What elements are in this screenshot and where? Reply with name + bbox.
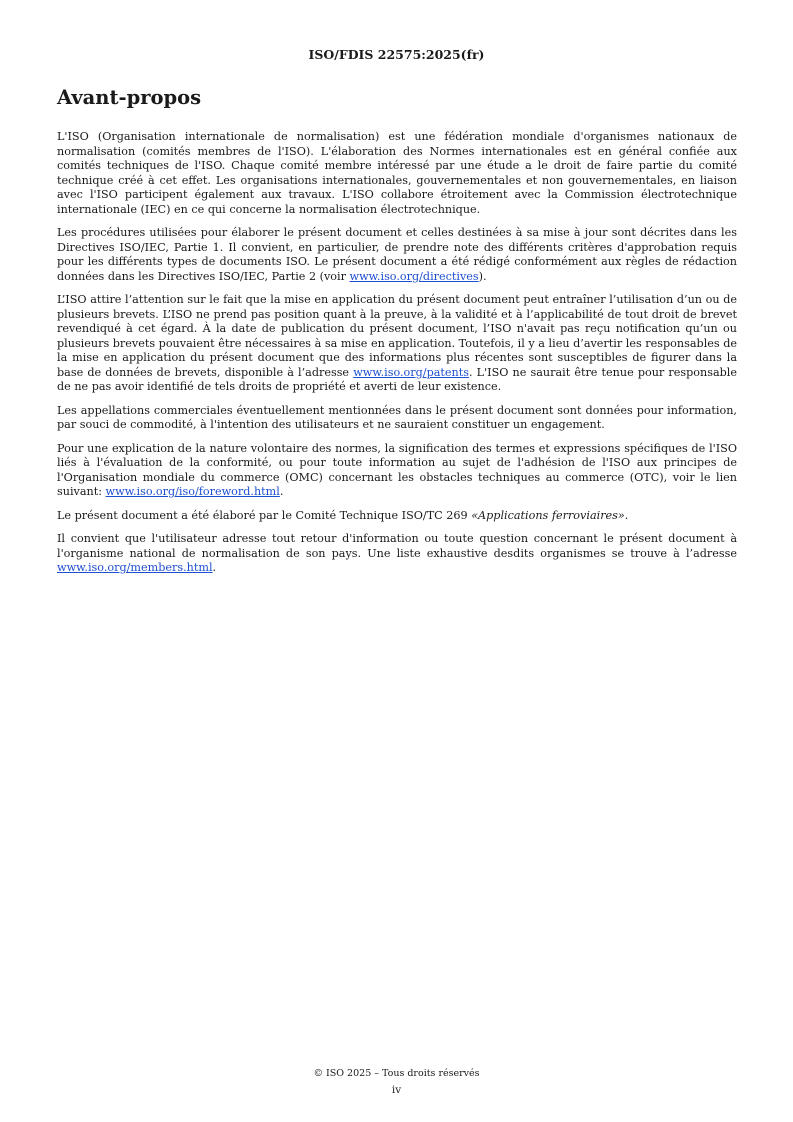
document-header: ISO/FDIS 22575:2025(fr) — [308, 47, 485, 62]
paragraph-patents-end: . L'ISO ne saurait être tenue pour responsable de ne pas avoir identifié de tels droits de propriété et averti de leur existence. — [57, 365, 737, 393]
foreword-link[interactable]: www.iso.org/iso/foreword.html — [105, 485, 280, 498]
paragraph-committee-text: Le présent document a été élaboré par le Comité Technique ISO/TC 269 — [57, 508, 472, 522]
paragraph-feedback — [57, 532, 737, 576]
paragraph-voluntary-nature — [57, 442, 737, 500]
members-link[interactable]: www.iso.org/members.html — [57, 561, 213, 574]
paragraph-committee — [57, 509, 737, 524]
foreword-body — [57, 130, 737, 585]
paragraph-feedback-text: Il convient que l'utilisateur adresse tout retour d'information ou toute question concernant le présent document à l'organisme national de normalisation de son pays. Une liste exhaustive desdits organismes se trouve à l’adresse — [57, 532, 737, 560]
paragraph-patents — [57, 293, 737, 395]
paragraph-feedback-end: . — [212, 561, 217, 574]
page-footer — [0, 1066, 793, 1098]
paragraph-voluntary-nature-end: . — [279, 485, 284, 498]
paragraph-voluntary-nature-text: Pour une explication de la nature volontaire des normes, la signification des termes et expressions spécifiques de l'ISO liés à l'évaluation de la conformité, ou pour toute information au sujet de l'adhésion de l'ISO aux principes de l'Organisation mondiale du commerce (OMC) concernant les obstacles techniques au commerce (OTC), voir le lien suivant: — [57, 441, 737, 498]
paragraph-patents-text: L’ISO attire l’attention sur le fait que la mise en application du présent document peut entraîner l’utilisation d’un ou de plusieurs brevets. L’ISO ne prend pas position quant à la preuve, à la validité et à l’applicabilité de tout droit de brevet revendiqué à cet égard. À la date de publication du présent document, l’ISO n'avait pas reçu notification qu’un ou plusieurs brevets pouvaient être nécessaires à sa mise en application. Toutefois, il y a lieu d’avertir les responsables de la mise en application du présent document que des informations plus récentes sont susceptibles de figurer dans la base de données de brevets, disponible à l’adresse — [57, 293, 737, 379]
copyright-notice: © ISO 2025 – Tous droits réservés — [313, 1068, 480, 1079]
page-title: Avant-propos — [57, 86, 202, 109]
committee-title: «Applications ferroviaires». — [471, 508, 629, 522]
paragraph-trade-names: Les appellations commerciales éventuellement mentionnées dans le présent document sont données pour information, par souci de commodité, à l'intention des utilisateurs et ne sauraient constituer un engagement. — [57, 403, 737, 431]
paragraph-procedures-end: ). — [478, 269, 487, 283]
page-number: iv — [391, 1084, 402, 1096]
patents-link[interactable]: www.iso.org/patents — [353, 365, 469, 379]
paragraph-procedures — [57, 226, 737, 284]
paragraph-iso-intro: L'ISO (Organisation internationale de normalisation) est une fédération mondiale d'organismes nationaux de normalisation (comités membres de l'ISO). L'élaboration des Normes internationales est en général confiée aux comités techniques de l'ISO. Chaque comité membre intéressé par une étude a le droit de faire partie du comité technique créé à cet effet. Les organisations internationales, gouvernementales et non gouvernementales, en liaison avec l'ISO participent également aux travaux. L'ISO collabore étroitement avec la Commission électrotechnique internationale (IEC) en ce qui concerne la normalisation électrotechnique. — [57, 130, 737, 216]
paragraph-procedures-text: Les procédures utilisées pour élaborer le présent document et celles destinées à sa mise à jour sont décrites dans les Directives ISO/IEC, Partie 1. Il convient, en particulier, de prendre note des différents critères d'approbation requis pour les différents types de documents ISO. Le présent document a été rédigé conformément aux règles de rédaction données dans les Directives ISO/IEC, Partie 2 (voir — [57, 226, 737, 283]
directives-link[interactable]: www.iso.org/directives — [349, 269, 479, 283]
